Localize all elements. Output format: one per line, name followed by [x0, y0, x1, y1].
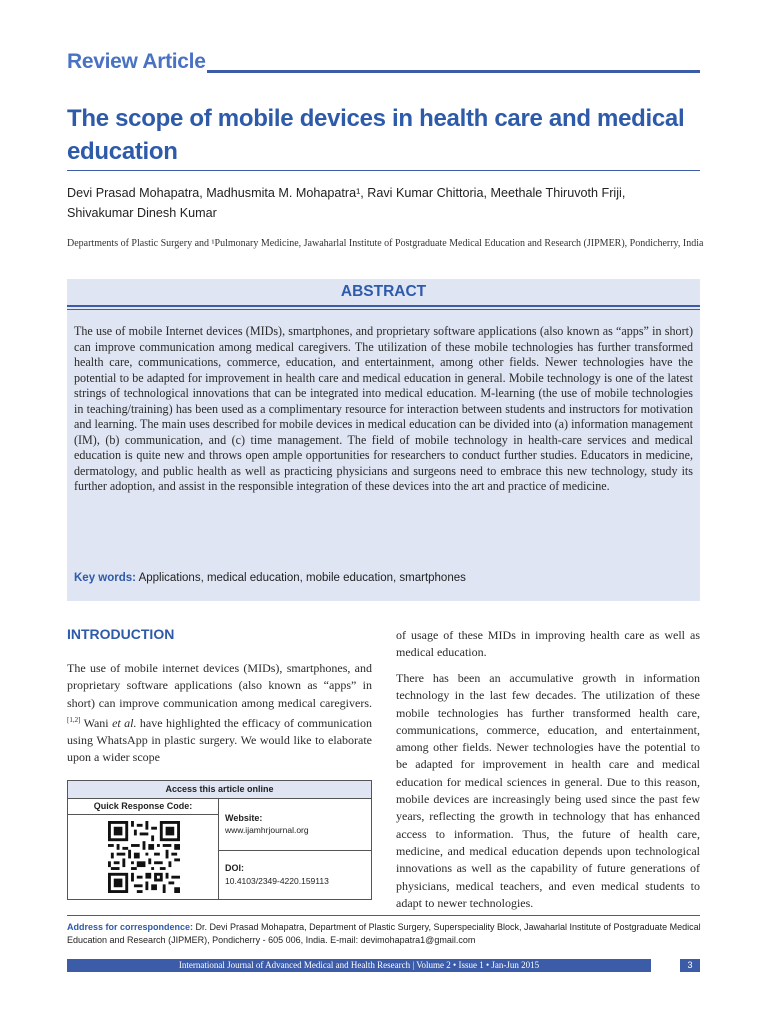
abstract-heading: ABSTRACT [340, 283, 427, 300]
intro-col1-text-c: have highlighted the efficacy of communication using WhatsApp in plastic surgery. We would like to elaborate upon a wider scope [67, 715, 372, 765]
qr-label: Quick Response Code: [93, 801, 193, 811]
intro-col1-text-a: The use of mobile internet devices (MIDs), smartphones, and proprietary software applications (also known as “apps” in short) can improve communication among medical caregivers. [67, 661, 372, 710]
access-box-divider [219, 850, 371, 851]
doi-label: DOI: [225, 863, 244, 873]
keywords-label: Key words: [74, 572, 136, 584]
qr-cell [68, 799, 219, 899]
title-rule [67, 170, 700, 171]
intro-col1-text-b: Wani [80, 715, 113, 730]
correspondence-text: Dr. Devi Prasad Mohapatra, Department of Plastic Surgery, Superspeciality Block, Jawaharlal Institute of Postgraduate Medical Education and Research (JIPMER), Pondicherry - 605 006, India. E-mail: devimohapatra1@gmail.com [67, 922, 701, 945]
abstract-text: The use of mobile Internet devices (MIDs), smartphones, and proprietary software applications (also known as “apps” in short) can improve communication among medical caregivers. The utilization of these mobile technologies has further transformed health care, communications, commerce, education, and entertainment, among other fields. Newer technologies have the potential to be adapted for improvement in health care and medical education in general. Mobile technology is one of the latest strings of technological innovations that can be integrated into medical education. M-learning (the use of mobile technologies in teaching/training) has been used as a complimentary resource for interaction between students and instructors for motivation and learning. The main uses described for mobile devices in medical education can be divided into (a) information management (IM), (b) communication, and (c) time management. The field of mobile technology in health-care services and medical education is quite new and throws open ample opportunities for researchers to conduct further studies. Educators in medicine, dermatology, and public health as well as practicing physicians and surgeons need to embrace this new technology, study its further adoption, and assist in the responsible integration of these devices into the art and practice of medicine. [74, 324, 693, 493]
doi-value[interactable]: 10.4103/2349-4220.159113 [225, 876, 329, 886]
keywords-list: Applications, medical education, mobile education, smartphones [138, 572, 466, 584]
page-number: 3 [680, 959, 700, 972]
article-title: The scope of mobile devices in health care and medical education [67, 105, 685, 165]
website-label: Website: [225, 813, 263, 823]
correspondence-label: Address for correspondence: [67, 922, 194, 932]
citation: [1,2] [67, 715, 81, 724]
affiliation: Departments of Plastic Surgery and ¹Pulmonary Medicine, Jawaharlal Institute of Postgraduate Medical Education and Research (JIPMER), Pondicherry, India [67, 238, 704, 249]
intro-column-2-continuation: of usage of these MIDs in improving health care as well as medical education. [396, 628, 700, 660]
intro-column-2-paragraph: There has been an accumulative growth in information technology in the last few decades. The utilization of these mobile technologies has further transformed health care, communications, commerce, education, and entertainment, among other fields. Newer technologies have the potential to be adapted for improvement in health care and medical education for medical sciences in general. Due to this reason, mobile devices are increasingly being used since the past few years, reflecting the growth in technology that has enhanced access to information. Thus, the future of health care, medicine, and medical education depends upon technological innovations as well as the capability of future generations of physicians, medical teachers, and even medical students to adapt to newer technologies. [396, 671, 700, 910]
authors-line-2: Shivakumar Dinesh Kumar [67, 206, 217, 220]
abstract-rule-top [67, 305, 700, 307]
footer-journal-info: International Journal of Advanced Medical and Health Research | Volume 2 • Issue 1 • Jan-Jun 2015 [178, 960, 540, 970]
authors-line-1: Devi Prasad Mohapatra, Madhusmita M. Mohapatra¹, Ravi Kumar Chittoria, Meethale Thiruvoth Friji, [67, 186, 626, 200]
keywords [74, 572, 693, 584]
qr-label-rule [68, 814, 218, 815]
abstract-rule-bottom [67, 309, 700, 310]
et-al: et al. [112, 715, 137, 730]
intro-column-1 [67, 660, 372, 767]
access-box-heading: Access this article online [68, 781, 371, 799]
qr-code-icon[interactable] [108, 821, 180, 893]
website-link[interactable]: www.ijamhrjournal.org [225, 825, 309, 835]
correspondence-rule [67, 915, 700, 916]
article-type-label: Review Article [67, 50, 206, 73]
access-article-box [67, 780, 372, 900]
introduction-heading: INTRODUCTION [67, 626, 175, 642]
header-rule [207, 70, 700, 73]
authors [67, 183, 707, 223]
correspondence [67, 921, 707, 947]
